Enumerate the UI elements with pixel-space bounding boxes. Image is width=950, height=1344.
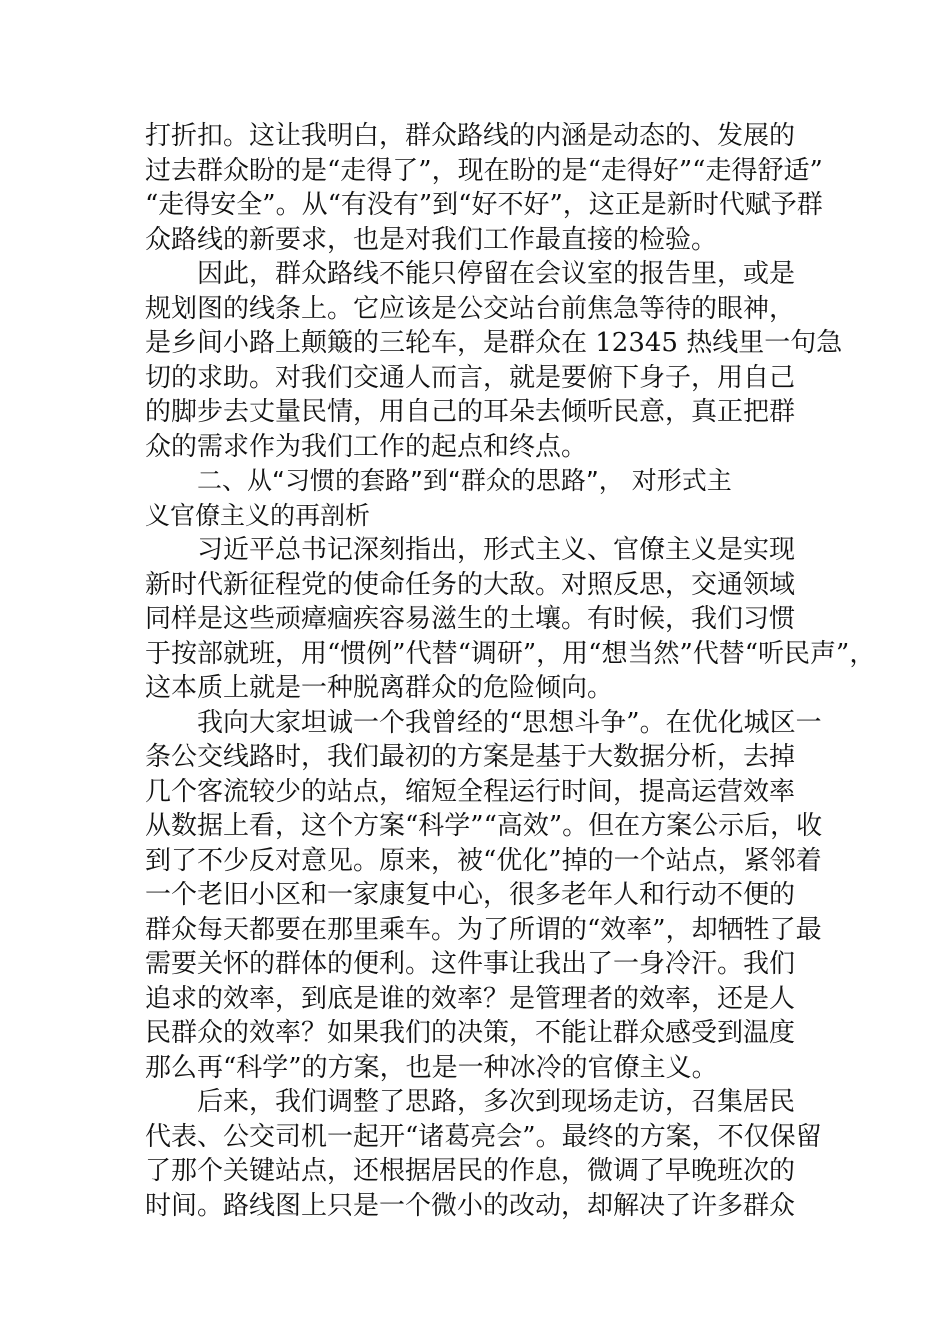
text-line: 的脚步去丈量民情，用自己的耳朵去倾听民意，真正把群: [145, 397, 796, 427]
text-line: 是乡间小路上颠簸的三轮车，是群众在 12345 热线里一句急: [145, 328, 843, 358]
text-line: 打折扣。这让我明白，群众路线的内涵是动态的、发展的: [145, 121, 796, 151]
text-line: 群众每天都要在那里乘车。为了所谓的“效率”，却牺牲了最: [145, 914, 822, 945]
text-line: 众的需求作为我们工作的起点和终点。: [145, 431, 588, 462]
text-line: 到了不少反对意见。原来，被“优化”掉的一个站点，紧邻着: [145, 845, 822, 876]
text-line: 几个客流较少的站点，缩短全程运行时间，提高运营效率: [145, 776, 796, 807]
text-line: 众路线的新要求，也是对我们工作最直接的检验。: [145, 224, 718, 255]
text-line: 后来，我们调整了思路，多次到现场走访，召集居民: [197, 1087, 796, 1117]
text-line: 追求的效率，到底是谁的效率？是管理者的效率，还是人: [145, 983, 796, 1014]
document-body: [145, 119, 876, 1223]
section-heading: 义官僚主义的再剖析: [145, 500, 371, 530]
text-line: 规划图的线条上。它应该是公交站台前焦急等待的眼神，: [145, 293, 796, 324]
text-line: 同样是这些顽瘴痼疾容易滋生的土壤。有时候，我们习惯: [145, 604, 796, 634]
text-line: 时间。路线图上只是一个微小的改动，却解决了许多群众: [145, 1190, 796, 1221]
text-line: 从数据上看，这个方案“科学”“高效”。但在方案公示后，收: [145, 811, 823, 841]
text-line: 新时代新征程党的使命任务的大敌。对照反思，交通领域: [145, 569, 796, 600]
text-line: 民群众的效率？如果我们的决策，不能让群众感受到温度: [145, 1018, 796, 1048]
section-heading: 二、从“习惯的套路”到“群众的思路”， 对形式主: [197, 466, 732, 495]
text-line: “走得安全”。从“有没有”到“好不好”，这正是新时代赋予群: [145, 190, 823, 220]
text-line: 这本质上就是一种脱离群众的危险倾向。: [145, 673, 614, 703]
text-line: 于按部就班，用“惯例”代替“调研”，用“想当然”代替“听民声”，: [145, 638, 876, 669]
text-line: 我向大家坦诚一个我曾经的“思想斗争”。在优化城区一: [197, 707, 822, 738]
text-line: 因此，群众路线不能只停留在会议室的报告里，或是: [197, 259, 796, 289]
text-line: 条公交线路时，我们最初的方案是基于大数据分析，去掉: [145, 742, 796, 772]
text-line: 代表、公交司机一起开“诸葛亮会”。最终的方案，不仅保留: [145, 1121, 822, 1152]
text-line: 了那个关键站点，还根据居民的作息，微调了早晚班次的: [145, 1156, 796, 1186]
text-line: 切的求助。对我们交通人而言，就是要俯下身子，用自己: [145, 362, 796, 393]
text-line: 过去群众盼的是“走得了”，现在盼的是“走得好”“走得舒适”: [145, 155, 823, 186]
text-line: 那么再“科学”的方案，也是一种冰冷的官僚主义。: [145, 1052, 718, 1083]
text-line: 一个老旧小区和一家康复中心，很多老年人和行动不便的: [145, 880, 796, 910]
text-line: 习近平总书记深刻指出，形式主义、官僚主义是实现: [197, 535, 796, 565]
text-line: 需要关怀的群体的便利。这件事让我出了一身冷汗。我们: [145, 949, 796, 979]
